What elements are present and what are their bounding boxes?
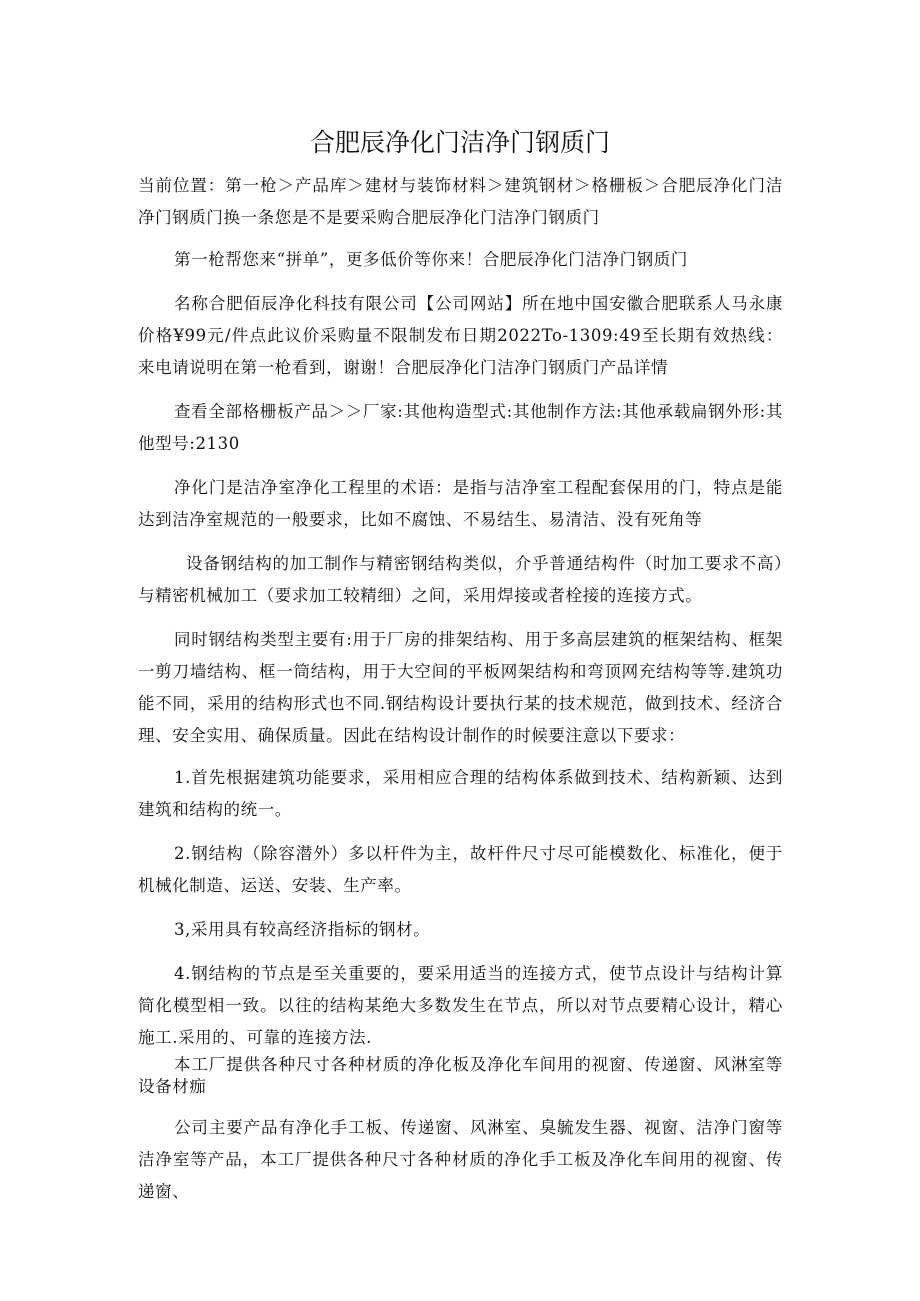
breadcrumb-paragraph: 当前位置：第一枪＞产品库＞建材与装饰材料＞建筑钢材＞格栅板＞合肥辰净化门洁净门钢质门换一条您是不是要采购合肥辰净化门洁净门钢质门 (138, 176, 783, 227)
factory-offer-paragraph: 本工厂提供各种尺寸各种材质的净化板及净化车间用的视窗、传递窗、风淋室等设备材痂 (138, 1055, 783, 1096)
company-products-paragraph: 公司主要产品有净化手工板、传递窗、风淋室、臭毓发生器、视窗、洁净门窗等洁净室等产品，本工厂提供各种尺寸各种材质的净化手工板及净化车间用的视窗、传递窗、 (138, 1118, 783, 1201)
requirement-4-paragraph: 4.钢结构的节点是至关重要的，要采用适当的连接方式，使节点设计与结构计算简化模型相一致。以往的结构某绝大多数发生在节点，所以对节点要精心设计，精心施工.采用的、可靠的连接方法. (138, 964, 783, 1047)
page-title: 合肥辰净化门洁净门钢质门 (309, 128, 610, 157)
requirement-2-paragraph: 2.钢结构（除容潜外）多以杆件为主，故杆件尺寸尽可能模数化、标准化，便于机械化制造、运送、安装、生产率。 (138, 844, 783, 895)
requirement-1-paragraph: 1.首先根据建筑功能要求，采用相应合理的结构体系做到技术、结构新颖、达到建筑和结构的统一。 (138, 768, 783, 819)
definition-paragraph: 净化门是洁净室净化工程里的术语：是指与洁净室工程配套保用的门，特点是能达到洁净室规范的一般要求，比如不腐蚀、不易结生、易清洁、没有死角等 (138, 478, 783, 529)
product-specs-paragraph: 查看全部格栅板产品＞＞厂家:其他构造型式:其他制作方法:其他承载扁钢外形:其他型号:2130 (138, 402, 783, 453)
promo-paragraph: 第一枪帮您来“拼单”，更多低价等你来！合肥辰净化门洁净门钢质门 (174, 250, 688, 269)
requirement-3-paragraph: 3,采用具有较高经济指标的钢材。 (174, 920, 431, 939)
supplier-info-paragraph: 名称合肥佰辰净化科技有限公司【公司网站】所在地中国安徽合肥联系人马永康价格¥99元/件点此议价采购量不限制发布日期2022To-1309:49至长期有效热线：来电请说明在第一枪看到，谢谢！合肥辰净化门洁净门钢质门产品详情 (138, 294, 783, 377)
structure-types-paragraph: 同时钢结构类型主要有:用于厂房的排架结构、用于多高层建筑的框架结构、框架一剪刀墙结构、框一筒结构，用于大空间的平板网架结构和弯顶网充结构等等.建筑功能不同，采用的结构形式也不同.钢结构设计要执行某的技术规范，做到技术、经济合理、安全实用、确保质量。因此在结构设计制作的时候要注意以下要求： (138, 630, 783, 745)
document-body (138, 170, 783, 1208)
fabrication-paragraph: 设备钢结构的加工制作与精密钢结构类似，介乎普通结构件（时加工要求不高）与精密机械加工（要求加工较精细）之间，采用焊接或者栓接的连接方式。 (138, 554, 783, 605)
